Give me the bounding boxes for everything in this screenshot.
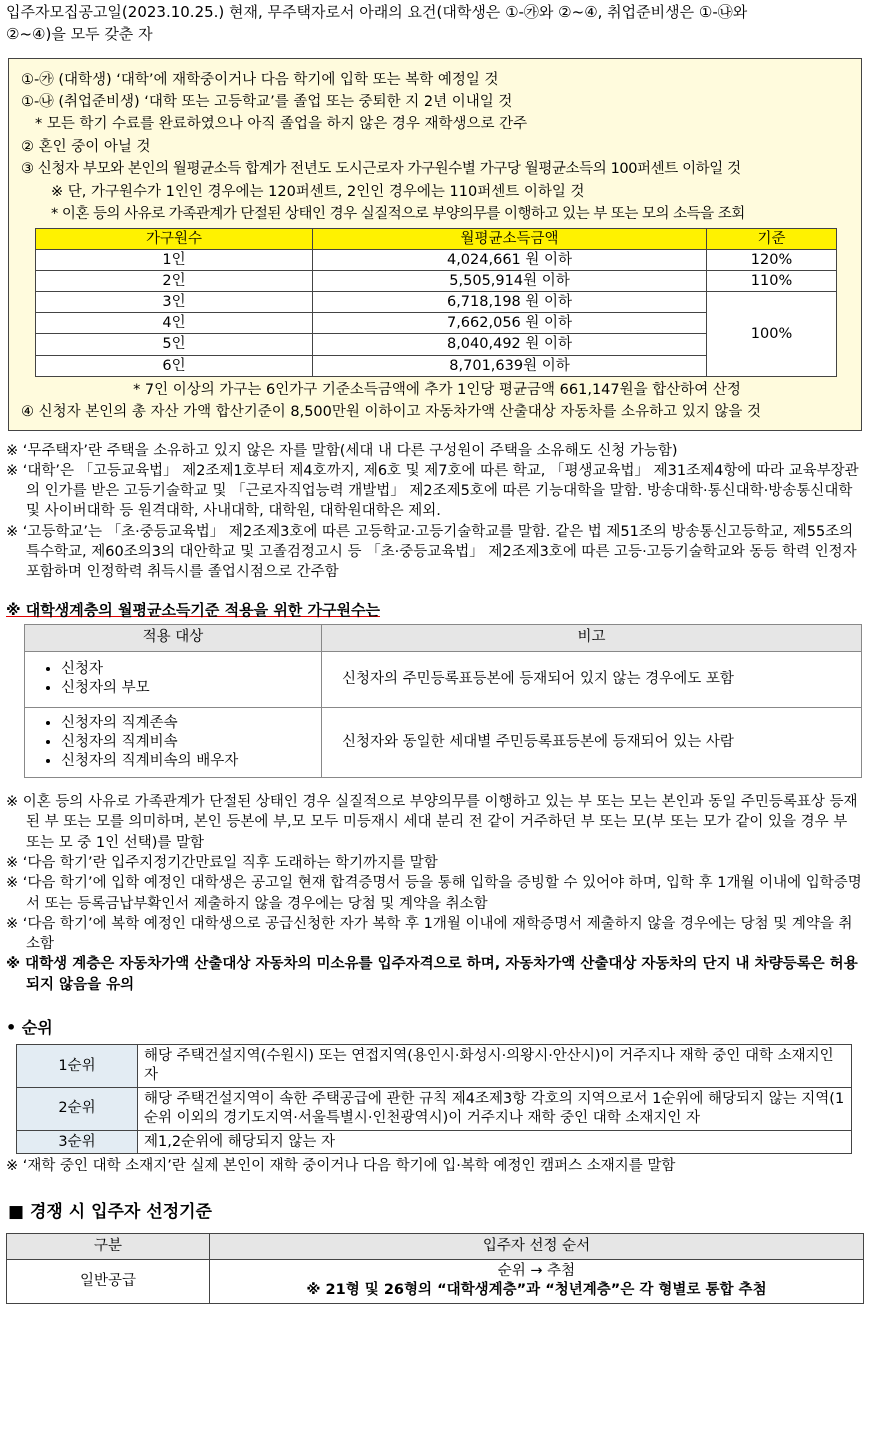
table-row — [25, 707, 862, 777]
condition-1b: ①-㉯ (취업준비생) ‘대학 또는 고등학교’를 졸업 또는 중퇴한 지 2년 이내일 것 — [21, 93, 513, 110]
income-cell: 5인 — [36, 334, 313, 355]
condition-2: ② 혼인 중이 아닐 것 — [21, 138, 151, 155]
condition-1-note: * 모든 학기 수료를 완료하였으나 아직 졸업을 하지 않은 경우 재학생으로 간주 — [35, 116, 528, 133]
rank-desc: 해당 주택건설지역(수원시) 또는 연접지역(용인시·화성시·의왕시·안산시)이 거주지나 재학 중인 대학 소재지인 자 — [138, 1045, 852, 1088]
income-cell: 2인 — [36, 271, 313, 292]
rank-table — [16, 1044, 852, 1154]
note-admission: ※ ‘다음 학기’에 입학 예정인 대학생은 공고일 현재 합격증명서 등을 통해 입학을 증빙할 수 있어야 하며, 입학 후 1개월 이내에 입학증명서 또는 등록금납부확인서 제출하지 않을 경우에는 당첨 및 계약을 취소함 — [6, 875, 862, 912]
condition-1a: ①-㉮ (대학생) ‘대학’에 재학중이거나 다음 학기에 입학 또는 복학 예정일 것 — [21, 71, 499, 88]
household-title: ※ 대학생계층의 월평균소득기준 적용을 위한 가구원수는 — [6, 600, 380, 619]
rank-title: • 순위 — [6, 1018, 53, 1038]
income-cell: 6인 — [36, 355, 313, 376]
table-row — [36, 249, 837, 270]
rank-desc: 제1,2순위에 해당되지 않는 자 — [138, 1130, 852, 1154]
list-item: • 신청자 — [61, 660, 311, 679]
income-cell: 8,040,492 원 이하 — [313, 334, 707, 355]
income-header-amount: 월평균소득금액 — [313, 228, 707, 249]
income-table — [35, 228, 837, 377]
condition-3: ③ 신청자 부모와 본인의 월평균소득 합계가 전년도 도시근로자 가구원수별 가구당 월평균소득의 100퍼센트 이하일 것 — [21, 161, 741, 178]
list-item: • 신청자의 직계비속 — [61, 733, 311, 752]
note-next-semester: ※ ‘다음 학기’란 입주지정기간만료일 직후 도래하는 학기까지를 말함 — [6, 854, 438, 871]
condition-3-note-3: * 7인 이상의 가구는 6인가구 기준소득금액에 추가 1인당 평균금액 661,147원을 합산하여 산정 — [133, 381, 741, 398]
list-item: • 신청자의 직계존속 — [61, 714, 311, 733]
income-header-standard: 기준 — [707, 228, 837, 249]
table-row — [7, 1260, 864, 1303]
selection-order-note: ※ 21형 및 26형의 “대학생계층”과 “청년계층”은 각 형별로 통합 추첨 — [306, 1282, 767, 1299]
note-highschool: ※ ‘고등학교’는 「초·중등교육법」 제2조제3호에 따른 고등학교·고등기술학교를 말함. 같은 법 제51조의 방송통신고등학교, 제55조의 특수학교, 제60조의3의 대안학교 및 고졸검정고시 등 「초·중등교육법」 제2조제3호에 따른 고등·고등기술학교와 동등 학력 인정자 포함하며 인정학력 취득시를 졸업시점으로 간주함 — [6, 523, 857, 581]
household-table — [24, 624, 862, 778]
note-vehicle: ※ 대학생 계층은 자동차가액 산출대상 자동차의 미소유를 입주자격으로 하며, 자동차가액 산출대상 자동차의 단지 내 차량등록은 허용되지 않음을 유의 — [6, 956, 858, 993]
note-campus: ※ ‘재학 중인 대학 소재지’란 실제 본인이 재학 중이거나 다음 학기에 입·복학 예정인 캠퍼스 소재지를 말함 — [6, 1158, 676, 1175]
household-targets — [25, 707, 322, 777]
income-cell: 110% — [707, 271, 837, 292]
list-item: • 신청자의 부모 — [61, 679, 311, 698]
conditions-box — [8, 58, 862, 431]
income-cell: 1인 — [36, 249, 313, 270]
table-row — [36, 271, 837, 292]
household-remark: 신청자와 동일한 세대별 주민등록표등본에 등재되어 있는 사람 — [322, 707, 862, 777]
rank-label: 2순위 — [17, 1087, 138, 1130]
income-cell: 120% — [707, 249, 837, 270]
income-cell: 4인 — [36, 313, 313, 334]
intro-line-1: 입주자모집공고일(2023.10.25.) 현재, 무주택자로서 아래의 요건(대학생은 ①-㉮와 ②~④, 취업준비생은 ①-㉯와 — [6, 3, 748, 21]
selection-header-order: 입주자 선정 순서 — [210, 1234, 864, 1260]
condition-4: ④ 신청자 본인의 총 자산 가액 합산기준이 8,500만원 이하이고 자동차가액 산출대상 자동차를 소유하고 있지 않을 것 — [21, 404, 761, 421]
income-cell: 8,701,639원 이하 — [313, 355, 707, 376]
condition-3-note-2: * 이혼 등의 사유로 가족관계가 단절된 상태인 경우 실질적으로 부양의무를 이행하고 있는 부 또는 모의 소득을 조회 — [51, 206, 745, 223]
list-item: • 신청자의 직계비속의 배우자 — [61, 752, 311, 771]
income-cell: 3인 — [36, 292, 313, 313]
table-row — [17, 1130, 852, 1154]
income-cell: 7,662,056 원 이하 — [313, 313, 707, 334]
table-row — [36, 292, 837, 313]
selection-header-type: 구분 — [7, 1234, 210, 1260]
selection-row-label: 일반공급 — [7, 1260, 210, 1303]
selection-title: ■ 경쟁 시 입주자 선정기준 — [8, 1201, 212, 1222]
household-remark: 신청자의 주민등록표등본에 등재되어 있지 않는 경우에도 포함 — [322, 651, 862, 707]
table-row — [17, 1087, 852, 1130]
household-targets — [25, 651, 322, 707]
condition-3-note-1: ※ 단, 가구원수가 1인인 경우에는 120퍼센트, 2인인 경우에는 110퍼센트 이하일 것 — [51, 183, 585, 200]
intro-text — [6, 2, 864, 46]
income-cell: 6,718,198 원 이하 — [313, 292, 707, 313]
note-homeless: ※ ‘무주택자’란 주택을 소유하고 있지 않은 자를 말함(세대 내 다른 구성원이 주택을 소유해도 신청 가능함) — [6, 442, 678, 459]
selection-table — [6, 1233, 864, 1303]
table-row — [17, 1045, 852, 1088]
income-cell: 100% — [707, 292, 837, 377]
selection-row-order — [210, 1260, 864, 1303]
household-header-remark: 비고 — [322, 625, 862, 651]
household-header-target: 적용 대상 — [25, 625, 322, 651]
note-university: ※ ‘대학’은 「고등교육법」 제2조제1호부터 제4호까지, 제6호 및 제7호에 따른 학교, 「평생교육법」 제31조제4항에 따라 교육부장관의 인가를 받은 고등기술학교 및 「근로자직업능력 개발법」 제2조제5호에 따른 기능대학을 말함. 방송대학·통신대학·방송통신대학 및 사이버대학 등 원격대학, 사내대학, 대학원, 대학원대학은 제외. — [6, 462, 859, 520]
rank-desc: 해당 주택건설지역이 속한 주택공급에 관한 규칙 제4조제3항 각호의 지역으로서 1순위에 해당되지 않는 지역(1순위 이외의 경기도지역·서울특별시·인천광역시)이 거주지나 재학 중인 대학 소재지인 자 — [138, 1087, 852, 1130]
rank-label: 3순위 — [17, 1130, 138, 1154]
income-cell: 4,024,661 원 이하 — [313, 249, 707, 270]
intro-line-2: ②~④)을 모두 갖춘 자 — [6, 24, 153, 43]
rank-label: 1순위 — [17, 1045, 138, 1088]
table-row — [25, 651, 862, 707]
income-cell: 5,505,914원 이하 — [313, 271, 707, 292]
selection-order-line: 순위 → 추첨 — [497, 1263, 576, 1280]
note-divorce: ※ 이혼 등의 사유로 가족관계가 단절된 상태인 경우 실질적으로 부양의무를 이행하고 있는 부 또는 모는 본인과 동일 주민등록표상 등재된 부 또는 모를 의미하며, 본인 등본에 부,모 모두 미등재시 세대 분리 전 같이 거주하던 부 또는 모(부 또는 모가 같이 있을 경우 부 또는 모 중 1인 선택)를 말함 — [6, 794, 858, 851]
note-readmission: ※ ‘다음 학기’에 복학 예정인 대학생으로 공급신청한 자가 복학 후 1개월 이내에 재학증명서 제출하지 않을 경우에는 당첨 및 계약을 취소함 — [6, 915, 853, 953]
income-header-household: 가구원수 — [36, 228, 313, 249]
